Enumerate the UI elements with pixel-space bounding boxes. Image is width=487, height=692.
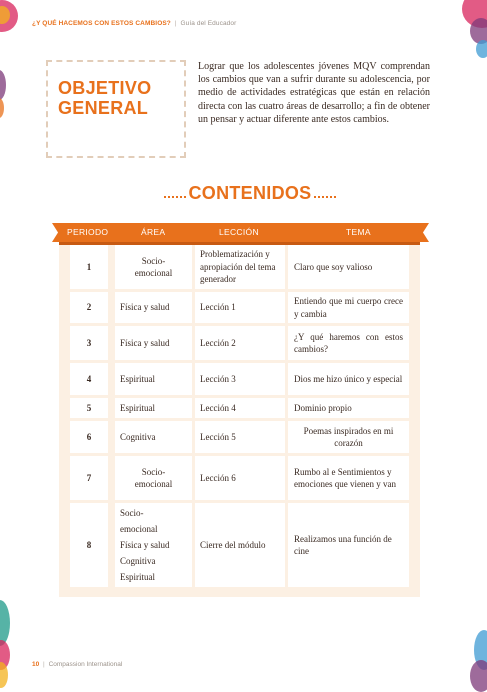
cell-periodo: 2: [86, 302, 92, 313]
cell-tema: [288, 421, 409, 453]
tema-text: Claro que soy valioso: [294, 261, 373, 272]
table-row: [70, 326, 108, 360]
page-number: 10: [32, 661, 40, 668]
leccion-text: Problematización y apropiación del tema generador: [200, 249, 276, 285]
table-row: [70, 503, 108, 587]
dotted-rule-right: [314, 196, 336, 198]
area-line: Física y salud: [120, 540, 170, 550]
leccion-text: Lección 6: [200, 472, 236, 483]
table-row: [70, 245, 108, 289]
table-row: [70, 456, 108, 500]
cell-leccion: [195, 421, 285, 453]
column-header-area: ÁREA: [141, 227, 166, 237]
tema-text: Dios me hizo único y especial: [294, 373, 403, 384]
column-header-tema: TEMA: [346, 227, 371, 237]
objective-text: Lograr que los adolescentes jóvenes MQV comprendan los cambios que van a sufrir durante su adolescencia, por medio de actividades estratégicas que están en relación directa con las cuatro áreas de desarrollo; a fin de obtener un pensar y actuar diferente ante estos cambios.: [198, 61, 430, 125]
area-line: Espiritual: [120, 373, 155, 384]
running-header: [32, 20, 236, 27]
cell-leccion: [195, 245, 285, 289]
cell-area: [115, 456, 192, 500]
cell-area: [115, 421, 192, 453]
contents-title: CONTENIDOS: [188, 183, 312, 203]
cell-periodo: 5: [86, 402, 92, 413]
header-section-title: ¿Y QUÉ HACEMOS CON ESTOS CAMBIOS?: [32, 20, 171, 27]
objective-title: OBJETIVO GENERAL: [58, 78, 152, 118]
tema-text: Realizamos una función de cine: [294, 533, 392, 556]
cell-leccion: [195, 292, 285, 323]
cell-leccion: [195, 398, 285, 418]
area-line: Espiritual: [120, 402, 155, 413]
leccion-text: Lección 3: [200, 373, 236, 384]
column-header-periodo: PERIODO: [67, 227, 109, 237]
column-header-leccion: LECCIÓN: [219, 227, 259, 237]
page-footer: [32, 661, 122, 668]
area-line: Cognitiva: [120, 556, 156, 566]
cell-periodo: 8: [86, 539, 92, 550]
cell-leccion: [195, 326, 285, 360]
area-line: emocional: [134, 268, 173, 278]
tema-text: Dominio propio: [294, 402, 352, 413]
cell-tema: [288, 398, 409, 418]
cell-leccion: [195, 503, 285, 587]
cell-leccion: [195, 363, 285, 395]
cell-periodo: 6: [86, 431, 92, 442]
cell-tema: [288, 292, 409, 323]
area-line: Socio-: [141, 466, 166, 477]
table-row: [70, 363, 108, 395]
leccion-text: Lección 2: [200, 337, 236, 348]
cell-tema: [288, 363, 409, 395]
tema-text: Entiendo que mi cuerpo crece y cambia: [294, 296, 403, 319]
header-separator: |: [174, 20, 177, 27]
leccion-text: Cierre del módulo: [200, 539, 266, 550]
area-line: Socio-: [141, 255, 166, 266]
leccion-text: Lección 5: [200, 431, 236, 442]
leccion-text: Lección 4: [200, 402, 236, 413]
cell-tema: [288, 326, 409, 360]
contents-heading: [150, 183, 350, 209]
table-row: [70, 292, 108, 323]
table-row: [70, 421, 108, 453]
cell-area: [115, 326, 192, 360]
cell-tema: [288, 456, 409, 500]
cell-area: [115, 245, 192, 289]
area-line: Cognitiva: [120, 431, 156, 442]
cell-leccion: [195, 456, 285, 500]
cell-periodo: 4: [86, 373, 92, 384]
area-line: Socio-: [120, 508, 144, 518]
cell-area: [115, 292, 192, 323]
cell-tema: [288, 503, 409, 587]
area-line: Física y salud: [120, 302, 170, 313]
cell-area: [115, 398, 192, 418]
cell-periodo: 1: [86, 261, 92, 272]
area-line: Espiritual: [120, 572, 155, 582]
table-row: [70, 398, 108, 418]
footer-separator: |: [43, 661, 45, 668]
area-line: emocional: [134, 479, 173, 489]
cell-area: [115, 503, 192, 587]
tema-text: Rumbo al e Sentimientos y emociones que vienen y van: [294, 466, 396, 489]
area-line: emocional: [120, 524, 158, 534]
leccion-text: Lección 1: [200, 302, 236, 313]
header-guide-name: Guía del Educador: [180, 20, 237, 27]
area-line: Física y salud: [120, 337, 170, 348]
tema-text: Poemas inspirados en mi corazón: [303, 425, 394, 448]
tema-text: ¿Y qué haremos con estos cambios?: [294, 331, 403, 354]
cell-periodo: 3: [86, 337, 92, 348]
cell-area: [115, 363, 192, 395]
footer-organization: Compassion International: [48, 661, 123, 668]
cell-periodo: 7: [86, 472, 92, 483]
cell-tema: [288, 245, 409, 289]
